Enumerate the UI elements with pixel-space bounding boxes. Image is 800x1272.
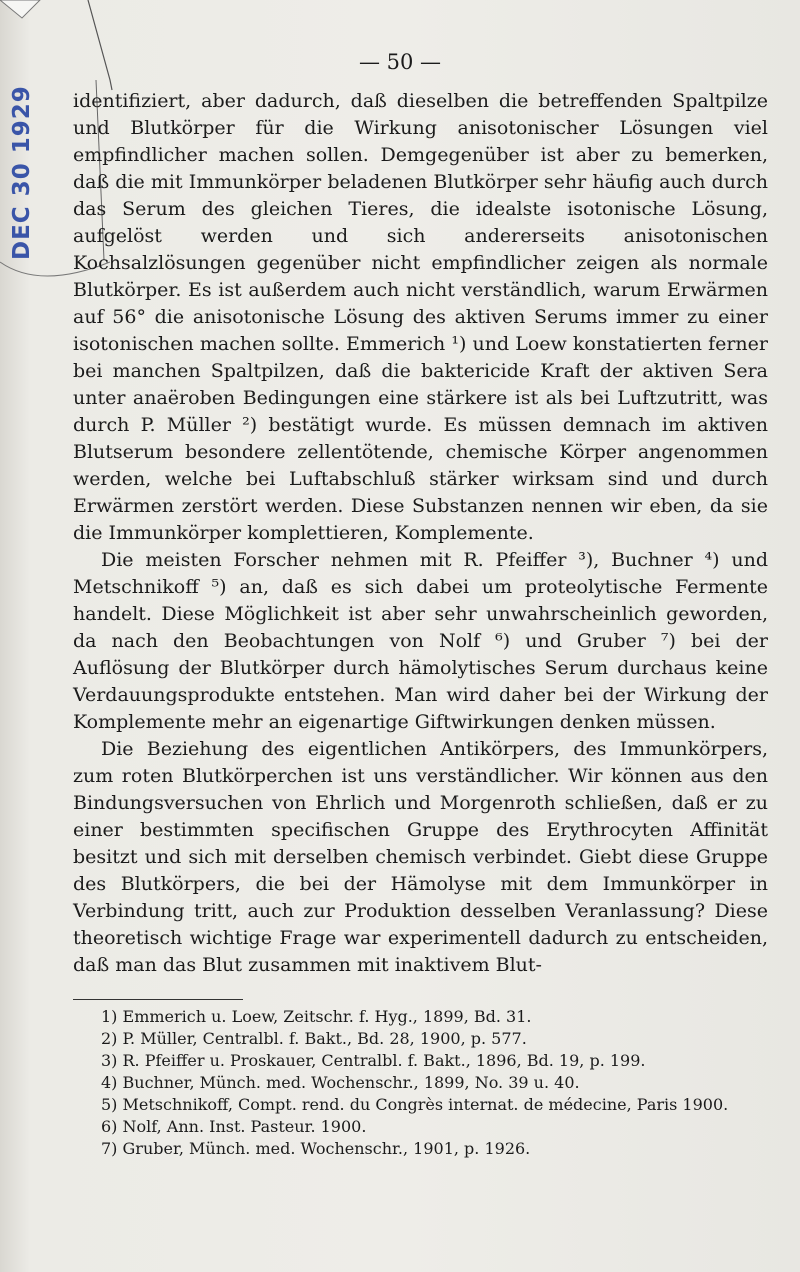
footnote: 5) Metschnikoff, Compt. rend. du Congrès internat. de médecine, Paris 1900. (101, 1095, 729, 1114)
body-text (73, 88, 768, 979)
footnote: 1) Emmerich u. Loew, Zeitschr. f. Hyg., 1899, Bd. 31. (101, 1007, 532, 1026)
paragraph: Die Beziehung des eigentlichen Antikörpers, des Immunkörpers, zum roten Blutkörperchen ist uns verständlicher. Wir können aus den Bindungsversuchen von Ehrlich und Morgenroth schließen, daß er zu einer bestimmten specifischen Gruppe des Erythrocyten Affinität besitzt und sich mit derselben chemisch verbindet. Giebt diese Gruppe des Blutkörpers, die bei der Hämolyse mit dem Immunkörper in Verbindung tritt, auch zur Produktion desselben Veranlassung? Diese theoretisch wichtige Frage war experimentell dadurch zu entscheiden, daß man das Blut zusammen mit inaktivem Blut- (73, 738, 768, 976)
footnote: 7) Gruber, Münch. med. Wochenschr., 1901, p. 1926. (101, 1139, 531, 1158)
page-number: — 50 — (358, 50, 442, 74)
footnotes (73, 1006, 768, 1160)
footnote: 4) Buchner, Münch. med. Wochenschr., 1899, No. 39 u. 40. (101, 1073, 580, 1092)
footnote: 2) P. Müller, Centralbl. f. Bakt., Bd. 28, 1900, p. 577. (101, 1029, 527, 1048)
paragraph: identifiziert, aber dadurch, daß dieselben die betreffenden Spaltpilze und Blutkörper für die Wirkung anisotonischer Lösungen viel empfindlicher machen sollen. Demgegenüber ist aber zu bemerken, daß die mit Immunkörper beladenen Blutkörper sehr häufig auch durch das Serum des gleichen Tieres, die idealste isotonische Lösung, aufgelöst werden und sich andererseits anisotonischen Kochsalzlösungen gegenüber nicht empfindlicher zeigen als normale Blutkörper. Es ist außerdem auch nicht verständlich, warum Erwärmen auf 56° die anisotonische Lösung des aktiven Serums immer zu einer isotonischen machen sollte. Emmerich ¹) und Loew konstatierten ferner bei manchen Spaltpilzen, daß die baktericide Kraft der aktiven Sera unter anaëroben Bedingungen eine stärkere ist als bei Luftzutritt, was durch P. Müller ²) bestätigt wurde. Es müssen demnach im aktiven Blutserum besondere zellentötende, chemische Körper angenommen werden, welche bei Luftabschluß stärker wirksam sind und durch Erwärmen zerstört werden. Diese Substanzen nennen wir eben, da sie die Immunkörper komplettieren, Komplemente. (73, 90, 768, 544)
footnote-separator (73, 999, 243, 1000)
stamp-date: DEC 30 1929 (9, 85, 35, 260)
footnote: 6) Nolf, Ann. Inst. Pasteur. 1900. (101, 1117, 367, 1136)
footnote: 3) R. Pfeiffer u. Proskauer, Centralbl. f. Bakt., 1896, Bd. 19, p. 199. (101, 1051, 646, 1070)
paragraph: Die meisten Forscher nehmen mit R. Pfeiffer ³), Buchner ⁴) und Metschnikoff ⁵) an, daß es sich dabei um proteolytische Fermente handelt. Diese Möglichkeit ist aber sehr unwahrscheinlich geworden, da nach den Beobachtungen von Nolf ⁶) und Gruber ⁷) bei der Auflösung der Blutkörper durch hämolytisches Serum durchaus keine Verdauungsprodukte entstehen. Man wird daher bei der Wirkung der Komplemente mehr an eigenartige Giftwirkungen denken müssen. (73, 549, 768, 733)
